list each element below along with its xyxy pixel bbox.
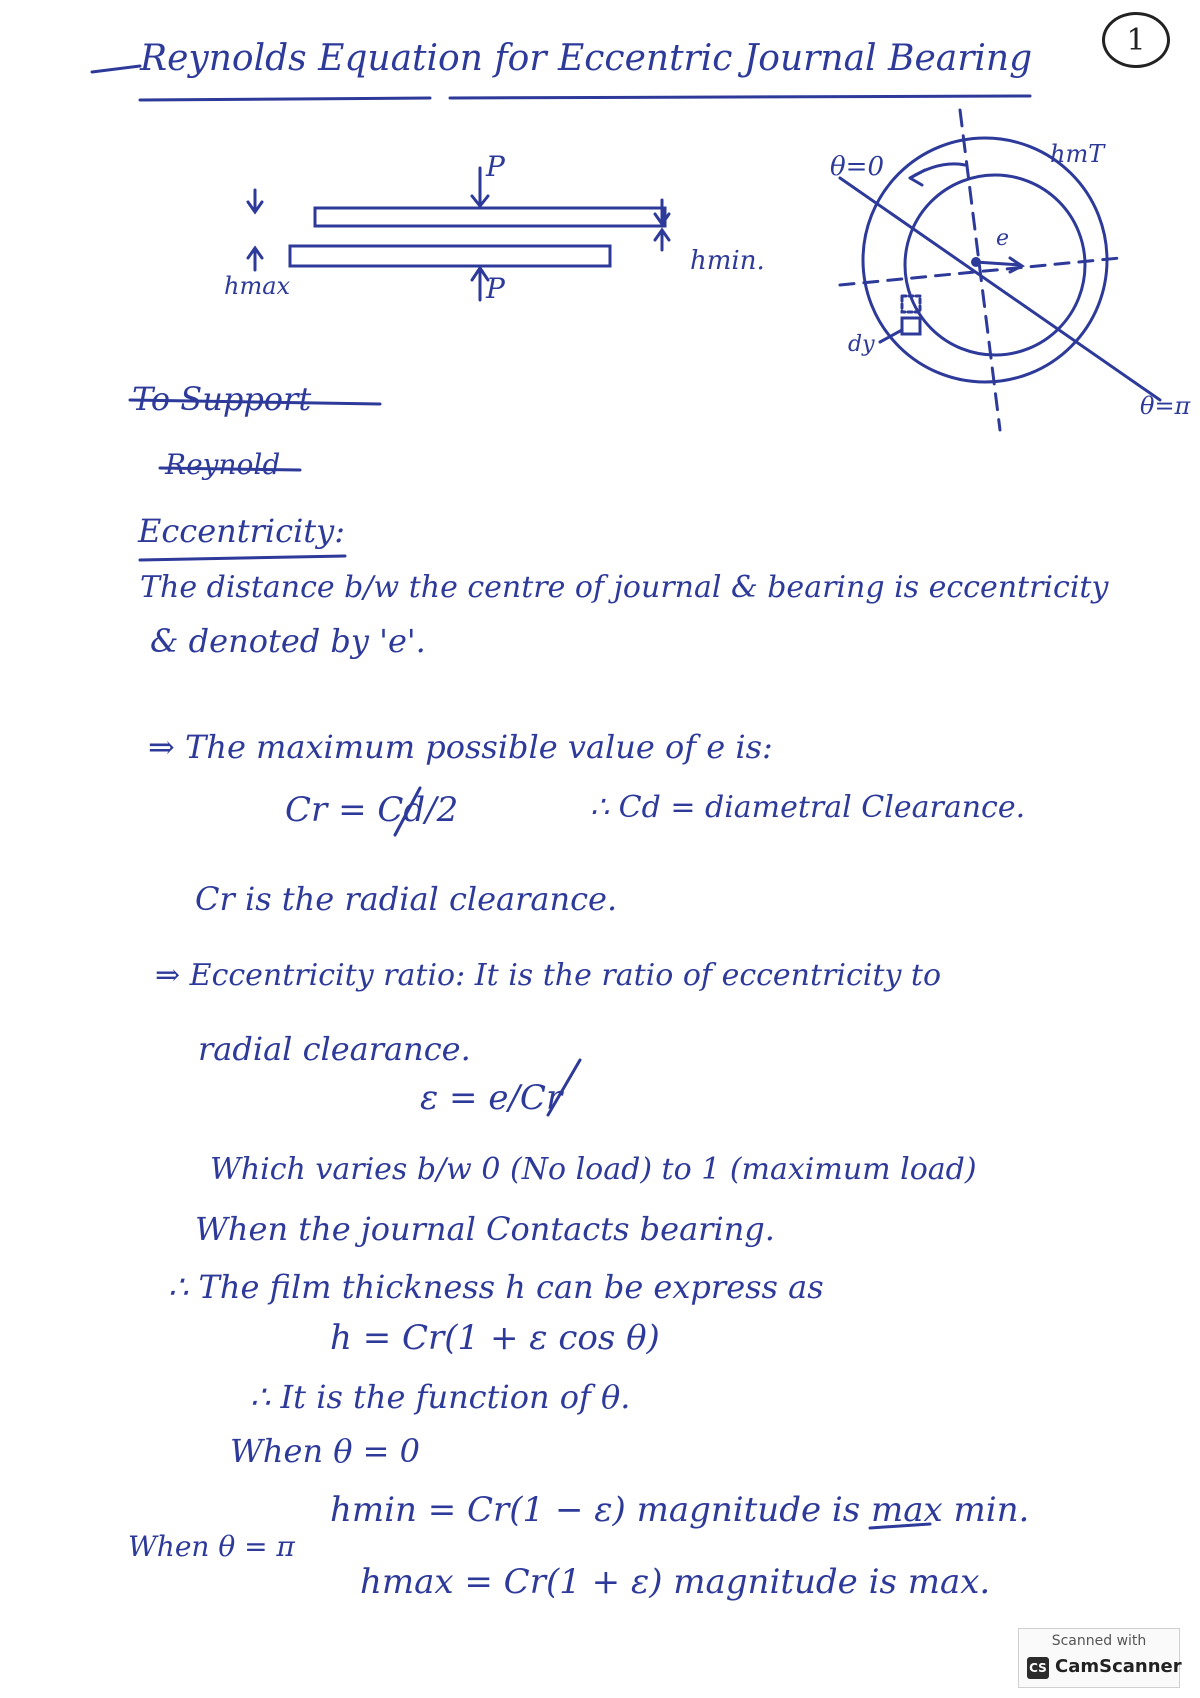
scanned-with-text: Scanned with — [1051, 1633, 1147, 1649]
hmax-arrow-bottom — [248, 248, 262, 270]
lower-plate — [290, 246, 610, 266]
ecc-heading: Eccentricity: — [138, 512, 346, 550]
load-label-bottom: P — [486, 272, 505, 305]
rotation-arrow — [910, 164, 965, 185]
ecc-definition-2: & denoted by 'e'. — [150, 622, 426, 660]
hmax-label: hmax — [224, 272, 291, 300]
title-underline-left — [140, 98, 430, 100]
title-underline-right — [450, 96, 1030, 98]
theta-zero-label: θ=0 — [830, 152, 884, 182]
page-title: Reynolds Equation for Eccentric Journal Bearing — [140, 38, 1033, 79]
struck-reynold: Reynold — [165, 448, 281, 481]
theta-pi-label: θ=π — [1140, 392, 1191, 420]
max-e-line: ⇒ The maximum possible value of e is: — [148, 728, 773, 766]
hmin-arrow-bottom — [655, 230, 669, 250]
load-label-top: P — [486, 150, 505, 183]
function-line: ∴ It is the function of θ. — [250, 1378, 631, 1416]
ecc-definition-1: The distance b/w the centre of journal & bearing is eccentricity — [140, 570, 1109, 605]
upper-plate — [315, 208, 665, 226]
cd-definition: ∴ Cd = diametral Clearance. — [590, 790, 1026, 825]
dy-label: dy — [848, 332, 875, 357]
eps-equation: ε = e/Cr — [420, 1078, 563, 1118]
ratio-line-2: radial clearance. — [198, 1030, 471, 1068]
hmax-arrow-top — [248, 190, 262, 212]
ecc-heading-underline — [140, 556, 345, 560]
cr-equation: Cr = Cd/2 — [285, 790, 459, 830]
when-theta-pi: When θ = π — [128, 1530, 295, 1563]
dy-element — [902, 318, 920, 334]
hmin-equation: hmin = Cr(1 − ε) magnitude is max min. — [330, 1490, 1030, 1530]
camscanner-name: CamScanner — [1055, 1656, 1182, 1677]
film-line: ∴ The film thickness h can be express as — [168, 1268, 824, 1306]
ecc-label: e — [996, 226, 1010, 251]
h-equation: h = Cr(1 + ε cos θ) — [330, 1318, 660, 1358]
ratio-line-1: ⇒ Eccentricity ratio: It is the ratio of eccentricity to — [155, 958, 942, 993]
varies-line-1: Which varies b/w 0 (No load) to 1 (maximum load) — [210, 1152, 977, 1187]
varies-line-2: When the journal Contacts bearing. — [195, 1210, 775, 1248]
title-dash — [92, 66, 140, 72]
cr-definition: Cr is the radial clearance. — [195, 880, 618, 918]
hmin-label: hmin. — [690, 246, 765, 276]
camscanner-logo-icon: CS — [1027, 1657, 1049, 1679]
hmt-label: hmT — [1050, 140, 1105, 168]
when-theta-zero: When θ = 0 — [230, 1432, 420, 1470]
camscanner-badge — [1018, 1628, 1180, 1688]
dy-leader — [880, 330, 902, 342]
theta-line — [840, 178, 1160, 400]
page-number: 1 — [1102, 12, 1170, 68]
struck-to-support: To Support — [132, 380, 312, 418]
hmax-equation: hmax = Cr(1 + ε) magnitude is max. — [360, 1562, 991, 1602]
hmin-arrow-top — [655, 200, 669, 224]
